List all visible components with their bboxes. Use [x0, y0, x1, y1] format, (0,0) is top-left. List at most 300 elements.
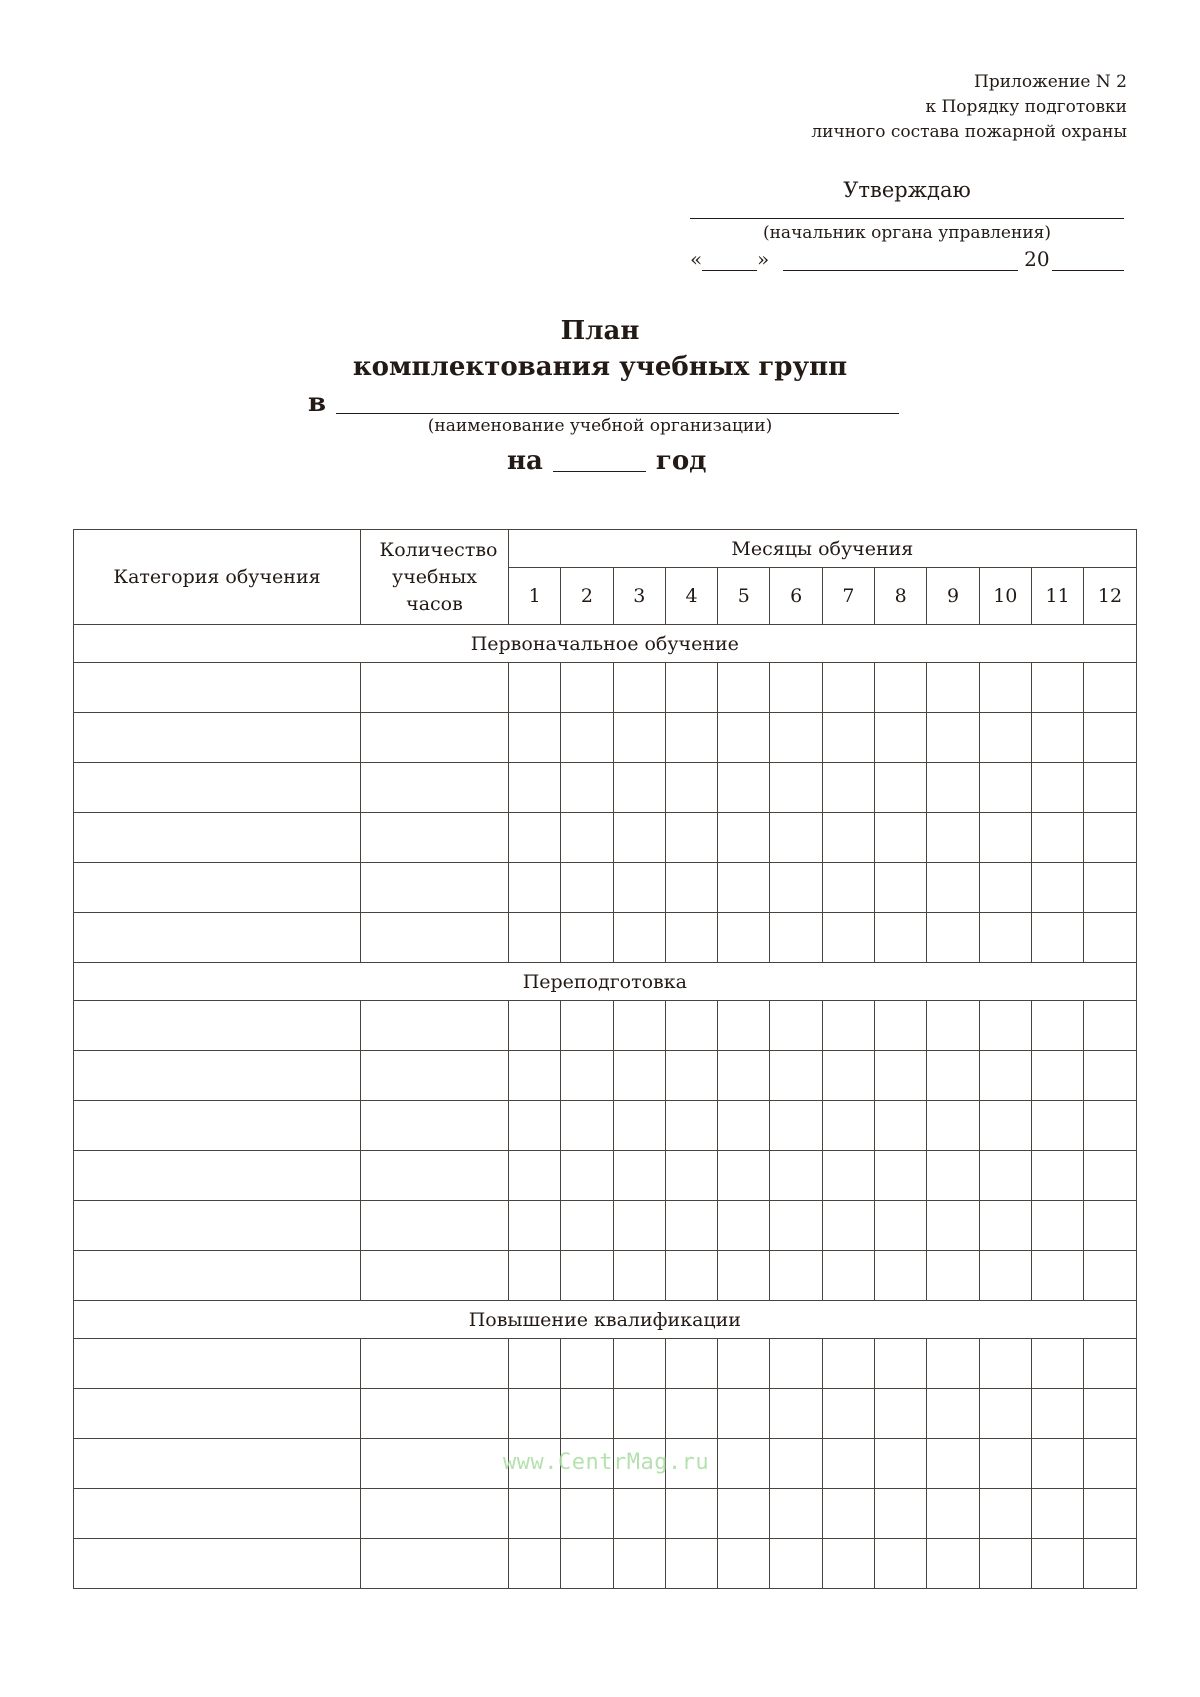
month-cell-5[interactable] — [718, 863, 770, 913]
section-label: Переподготовка — [74, 963, 1137, 1001]
table-row — [74, 813, 1137, 863]
month-cell-1[interactable] — [509, 1339, 561, 1389]
signature-caption: (начальник органа управления) — [762, 223, 1052, 243]
month-cell-9[interactable] — [927, 1101, 979, 1151]
month-cell-11[interactable] — [1031, 1439, 1083, 1489]
category-cell[interactable] — [74, 1439, 361, 1489]
month-cell-7[interactable] — [822, 1001, 874, 1051]
month-cell-5[interactable] — [718, 1201, 770, 1251]
annex-line-1: Приложение N 2 — [974, 72, 1127, 92]
month-cell-11[interactable] — [1031, 1151, 1083, 1201]
category-cell[interactable] — [74, 1489, 361, 1539]
month-cell-10[interactable] — [979, 713, 1031, 763]
month-cell-1[interactable] — [509, 1439, 561, 1489]
header-month-6: 6 — [770, 568, 822, 625]
month-cell-7[interactable] — [822, 1539, 874, 1589]
category-cell[interactable] — [74, 713, 361, 763]
table-row — [74, 1201, 1137, 1251]
month-cell-8[interactable] — [875, 1439, 927, 1489]
annex-note — [811, 70, 1127, 145]
month-cell-9[interactable] — [927, 1001, 979, 1051]
header-months: Месяцы обучения — [509, 530, 1137, 568]
month-cell-11[interactable] — [1031, 713, 1083, 763]
date-open-quote: « — [690, 247, 703, 271]
month-cell-5[interactable] — [718, 1539, 770, 1589]
annex-line-3: личного состава пожарной охраны — [811, 122, 1127, 142]
month-cell-3[interactable] — [613, 1201, 665, 1251]
month-cell-10[interactable] — [979, 1251, 1031, 1301]
month-cell-6[interactable] — [770, 1539, 822, 1589]
month-cell-2[interactable] — [561, 1539, 613, 1589]
month-cell-12[interactable] — [1084, 1251, 1136, 1301]
header-month-4: 4 — [665, 568, 717, 625]
month-cell-11[interactable] — [1031, 1051, 1083, 1101]
month-cell-1[interactable] — [509, 763, 561, 813]
month-cell-10[interactable] — [979, 863, 1031, 913]
month-cell-2[interactable] — [561, 1489, 613, 1539]
month-cell-3[interactable] — [613, 1539, 665, 1589]
month-cell-11[interactable] — [1031, 863, 1083, 913]
table-row — [74, 1489, 1137, 1539]
month-cell-3[interactable] — [613, 913, 665, 963]
month-cell-1[interactable] — [509, 1539, 561, 1589]
header-month-9: 9 — [927, 568, 979, 625]
page-title: План — [560, 316, 640, 346]
month-cell-7[interactable] — [822, 1151, 874, 1201]
month-cell-4[interactable] — [665, 1251, 717, 1301]
category-cell[interactable] — [74, 1201, 361, 1251]
hours-cell[interactable] — [361, 1151, 509, 1201]
section-label: Первоначальное обучение — [74, 625, 1137, 663]
month-cell-12[interactable] — [1084, 713, 1136, 763]
month-cell-7[interactable] — [822, 1251, 874, 1301]
month-cell-7[interactable] — [822, 1201, 874, 1251]
month-cell-8[interactable] — [875, 1101, 927, 1151]
month-field[interactable] — [783, 252, 1018, 271]
month-cell-3[interactable] — [613, 1151, 665, 1201]
plan-year-prefix: на — [507, 446, 543, 476]
month-cell-4[interactable] — [665, 863, 717, 913]
month-cell-9[interactable] — [927, 1251, 979, 1301]
month-cell-9[interactable] — [927, 1151, 979, 1201]
month-cell-2[interactable] — [561, 1339, 613, 1389]
table-row — [74, 1339, 1137, 1389]
month-cell-12[interactable] — [1084, 763, 1136, 813]
header-month-7: 7 — [822, 568, 874, 625]
month-cell-8[interactable] — [875, 1339, 927, 1389]
month-cell-8[interactable] — [875, 863, 927, 913]
month-cell-2[interactable] — [561, 663, 613, 713]
month-cell-4[interactable] — [665, 1339, 717, 1389]
month-cell-12[interactable] — [1084, 1151, 1136, 1201]
month-cell-11[interactable] — [1031, 1251, 1083, 1301]
month-cell-12[interactable] — [1084, 863, 1136, 913]
header-month-3: 3 — [613, 568, 665, 625]
month-cell-11[interactable] — [1031, 1101, 1083, 1151]
category-cell[interactable] — [74, 763, 361, 813]
month-cell-9[interactable] — [927, 1389, 979, 1439]
month-cell-6[interactable] — [770, 1101, 822, 1151]
month-cell-5[interactable] — [718, 1051, 770, 1101]
month-cell-12[interactable] — [1084, 1101, 1136, 1151]
plan-table — [73, 529, 1137, 1589]
category-cell[interactable] — [74, 1251, 361, 1301]
category-cell[interactable] — [74, 1051, 361, 1101]
month-cell-12[interactable] — [1084, 1001, 1136, 1051]
month-cell-6[interactable] — [770, 863, 822, 913]
month-cell-10[interactable] — [979, 1001, 1031, 1051]
month-cell-7[interactable] — [822, 913, 874, 963]
month-cell-10[interactable] — [979, 1539, 1031, 1589]
month-cell-3[interactable] — [613, 1389, 665, 1439]
month-cell-5[interactable] — [718, 1001, 770, 1051]
category-cell[interactable] — [74, 813, 361, 863]
month-cell-1[interactable] — [509, 713, 561, 763]
month-cell-2[interactable] — [561, 1201, 613, 1251]
month-cell-7[interactable] — [822, 1101, 874, 1151]
month-cell-3[interactable] — [613, 1339, 665, 1389]
month-cell-8[interactable] — [875, 813, 927, 863]
month-cell-9[interactable] — [927, 713, 979, 763]
month-cell-5[interactable] — [718, 1251, 770, 1301]
month-cell-6[interactable] — [770, 1489, 822, 1539]
table-row — [74, 663, 1137, 713]
category-cell[interactable] — [74, 663, 361, 713]
month-cell-12[interactable] — [1084, 1051, 1136, 1101]
month-cell-2[interactable] — [561, 713, 613, 763]
month-cell-9[interactable] — [927, 913, 979, 963]
month-cell-12[interactable] — [1084, 813, 1136, 863]
hours-cell[interactable] — [361, 1251, 509, 1301]
month-cell-6[interactable] — [770, 1001, 822, 1051]
month-cell-9[interactable] — [927, 1489, 979, 1539]
header-month-1: 1 — [509, 568, 561, 625]
table-row — [74, 1151, 1137, 1201]
month-cell-9[interactable] — [927, 1339, 979, 1389]
month-cell-5[interactable] — [718, 1101, 770, 1151]
approval-block — [690, 176, 1124, 271]
category-cell[interactable] — [74, 1101, 361, 1151]
month-cell-8[interactable] — [875, 763, 927, 813]
month-cell-8[interactable] — [875, 1151, 927, 1201]
header-category: Категория обучения — [74, 530, 361, 625]
month-cell-1[interactable] — [509, 1201, 561, 1251]
header-month-5: 5 — [718, 568, 770, 625]
month-cell-2[interactable] — [561, 1151, 613, 1201]
year-field[interactable] — [1052, 252, 1124, 271]
month-cell-5[interactable] — [718, 1439, 770, 1489]
month-cell-11[interactable] — [1031, 1389, 1083, 1439]
month-cell-1[interactable] — [509, 1001, 561, 1051]
watermark: www.CentrMag.ru — [503, 1450, 710, 1475]
month-cell-4[interactable] — [665, 763, 717, 813]
month-cell-4[interactable] — [665, 1051, 717, 1101]
month-cell-1[interactable] — [509, 913, 561, 963]
month-cell-6[interactable] — [770, 1201, 822, 1251]
month-cell-4[interactable] — [665, 1101, 717, 1151]
hours-cell[interactable] — [361, 1439, 509, 1489]
month-cell-12[interactable] — [1084, 1439, 1136, 1489]
month-cell-4[interactable] — [665, 813, 717, 863]
month-cell-5[interactable] — [718, 763, 770, 813]
month-cell-4[interactable] — [665, 1001, 717, 1051]
month-cell-6[interactable] — [770, 763, 822, 813]
month-cell-8[interactable] — [875, 1389, 927, 1439]
month-cell-5[interactable] — [718, 1389, 770, 1439]
month-cell-9[interactable] — [927, 1051, 979, 1101]
plan-year-line — [507, 446, 707, 476]
hours-cell[interactable] — [361, 913, 509, 963]
section-row — [74, 963, 1137, 1001]
month-cell-10[interactable] — [979, 1151, 1031, 1201]
month-cell-10[interactable] — [979, 1489, 1031, 1539]
month-cell-7[interactable] — [822, 813, 874, 863]
hours-cell[interactable] — [361, 1489, 509, 1539]
hours-cell[interactable] — [361, 1339, 509, 1389]
month-cell-12[interactable] — [1084, 1489, 1136, 1539]
table-row — [74, 1101, 1137, 1151]
month-cell-9[interactable] — [927, 763, 979, 813]
month-cell-5[interactable] — [718, 663, 770, 713]
month-cell-2[interactable] — [561, 763, 613, 813]
month-cell-12[interactable] — [1084, 1389, 1136, 1439]
month-cell-11[interactable] — [1031, 1201, 1083, 1251]
table-row — [74, 763, 1137, 813]
header-hours: Количество учебных часов — [361, 530, 509, 625]
month-cell-9[interactable] — [927, 1201, 979, 1251]
month-cell-7[interactable] — [822, 713, 874, 763]
month-cell-3[interactable] — [613, 663, 665, 713]
month-cell-7[interactable] — [822, 663, 874, 713]
month-cell-3[interactable] — [613, 1001, 665, 1051]
month-cell-8[interactable] — [875, 1489, 927, 1539]
month-cell-10[interactable] — [979, 663, 1031, 713]
month-cell-10[interactable] — [979, 1439, 1031, 1489]
month-cell-11[interactable] — [1031, 1539, 1083, 1589]
month-cell-11[interactable] — [1031, 1489, 1083, 1539]
hours-cell[interactable] — [361, 1101, 509, 1151]
month-cell-4[interactable] — [665, 1489, 717, 1539]
month-cell-10[interactable] — [979, 763, 1031, 813]
hours-cell[interactable] — [361, 1201, 509, 1251]
month-cell-11[interactable] — [1031, 813, 1083, 863]
month-cell-1[interactable] — [509, 663, 561, 713]
month-cell-11[interactable] — [1031, 663, 1083, 713]
month-cell-12[interactable] — [1084, 913, 1136, 963]
month-cell-8[interactable] — [875, 1539, 927, 1589]
month-cell-8[interactable] — [875, 913, 927, 963]
header-month-11: 11 — [1031, 568, 1083, 625]
approval-date — [690, 247, 1124, 271]
month-cell-4[interactable] — [665, 913, 717, 963]
month-cell-11[interactable] — [1031, 1339, 1083, 1389]
month-cell-3[interactable] — [613, 713, 665, 763]
month-cell-11[interactable] — [1031, 913, 1083, 963]
category-cell[interactable] — [74, 1539, 361, 1589]
month-cell-8[interactable] — [875, 1201, 927, 1251]
approval-word: Утверждаю — [843, 178, 971, 202]
table-row — [74, 913, 1137, 963]
hours-cell[interactable] — [361, 1389, 509, 1439]
month-cell-6[interactable] — [770, 1389, 822, 1439]
section-label: Повышение квалификации — [74, 1301, 1137, 1339]
month-cell-9[interactable] — [927, 863, 979, 913]
month-cell-4[interactable] — [665, 663, 717, 713]
month-cell-2[interactable] — [561, 1389, 613, 1439]
month-cell-2[interactable] — [561, 1051, 613, 1101]
organization-caption: (наименование учебной организации) — [427, 416, 773, 436]
month-cell-3[interactable] — [613, 1489, 665, 1539]
month-cell-12[interactable] — [1084, 1539, 1136, 1589]
table-row — [74, 1389, 1137, 1439]
month-cell-4[interactable] — [665, 1201, 717, 1251]
hours-cell[interactable] — [361, 863, 509, 913]
month-cell-10[interactable] — [979, 1051, 1031, 1101]
month-cell-7[interactable] — [822, 863, 874, 913]
month-cell-2[interactable] — [561, 1439, 613, 1489]
category-cell[interactable] — [74, 863, 361, 913]
month-cell-10[interactable] — [979, 1101, 1031, 1151]
month-cell-3[interactable] — [613, 1439, 665, 1489]
year-prefix: 20 — [1024, 247, 1050, 271]
month-cell-1[interactable] — [509, 1389, 561, 1439]
month-cell-6[interactable] — [770, 1051, 822, 1101]
month-cell-10[interactable] — [979, 1339, 1031, 1389]
date-close-quote: » — [757, 247, 770, 271]
hours-cell[interactable] — [361, 1001, 509, 1051]
signature-line[interactable] — [690, 218, 1124, 219]
month-cell-5[interactable] — [718, 1339, 770, 1389]
month-cell-12[interactable] — [1084, 1201, 1136, 1251]
table-row — [74, 1539, 1137, 1589]
month-cell-6[interactable] — [770, 1439, 822, 1489]
month-cell-4[interactable] — [665, 1439, 717, 1489]
month-cell-2[interactable] — [561, 863, 613, 913]
month-cell-3[interactable] — [613, 1251, 665, 1301]
month-cell-4[interactable] — [665, 1539, 717, 1589]
month-cell-12[interactable] — [1084, 663, 1136, 713]
month-cell-4[interactable] — [665, 1151, 717, 1201]
hours-cell[interactable] — [361, 713, 509, 763]
plan-year-suffix: год — [655, 446, 707, 476]
org-prefix: в — [308, 388, 327, 418]
month-cell-9[interactable] — [927, 813, 979, 863]
table-row — [74, 863, 1137, 913]
hours-cell[interactable] — [361, 813, 509, 863]
page-subtitle: комплектования учебных групп — [352, 352, 848, 382]
month-cell-10[interactable] — [979, 1389, 1031, 1439]
category-cell[interactable] — [74, 1389, 361, 1439]
month-cell-5[interactable] — [718, 1489, 770, 1539]
month-cell-1[interactable] — [509, 863, 561, 913]
month-cell-2[interactable] — [561, 1101, 613, 1151]
month-cell-5[interactable] — [718, 1151, 770, 1201]
month-cell-7[interactable] — [822, 1339, 874, 1389]
month-cell-8[interactable] — [875, 713, 927, 763]
month-cell-1[interactable] — [509, 1101, 561, 1151]
month-cell-7[interactable] — [822, 1051, 874, 1101]
month-cell-7[interactable] — [822, 1489, 874, 1539]
table-row — [74, 713, 1137, 763]
month-cell-1[interactable] — [509, 813, 561, 863]
month-cell-6[interactable] — [770, 663, 822, 713]
day-field[interactable] — [702, 252, 757, 271]
month-cell-2[interactable] — [561, 813, 613, 863]
header-month-10: 10 — [979, 568, 1031, 625]
month-cell-1[interactable] — [509, 1151, 561, 1201]
month-cell-1[interactable] — [509, 1251, 561, 1301]
month-cell-10[interactable] — [979, 1201, 1031, 1251]
month-cell-5[interactable] — [718, 713, 770, 763]
month-cell-6[interactable] — [770, 1339, 822, 1389]
category-cell[interactable] — [74, 1339, 361, 1389]
month-cell-11[interactable] — [1031, 1001, 1083, 1051]
table-row — [74, 1001, 1137, 1051]
plan-year-field[interactable] — [553, 451, 646, 472]
hours-cell[interactable] — [361, 1539, 509, 1589]
table-row — [74, 1439, 1137, 1489]
month-cell-1[interactable] — [509, 1051, 561, 1101]
table-row — [74, 1051, 1137, 1101]
header-month-8: 8 — [875, 568, 927, 625]
month-cell-10[interactable] — [979, 813, 1031, 863]
month-cell-2[interactable] — [561, 913, 613, 963]
month-cell-9[interactable] — [927, 1539, 979, 1589]
month-cell-9[interactable] — [927, 663, 979, 713]
month-cell-4[interactable] — [665, 713, 717, 763]
month-cell-5[interactable] — [718, 813, 770, 863]
hours-cell[interactable] — [361, 663, 509, 713]
month-cell-2[interactable] — [561, 1001, 613, 1051]
hours-cell[interactable] — [361, 763, 509, 813]
header-month-2: 2 — [561, 568, 613, 625]
month-cell-6[interactable] — [770, 713, 822, 763]
month-cell-6[interactable] — [770, 1151, 822, 1201]
month-cell-3[interactable] — [613, 1101, 665, 1151]
month-cell-5[interactable] — [718, 913, 770, 963]
month-cell-11[interactable] — [1031, 763, 1083, 813]
category-cell[interactable] — [74, 1001, 361, 1051]
month-cell-9[interactable] — [927, 1439, 979, 1489]
month-cell-2[interactable] — [561, 1251, 613, 1301]
month-cell-10[interactable] — [979, 913, 1031, 963]
month-cell-6[interactable] — [770, 1251, 822, 1301]
month-cell-1[interactable] — [509, 1489, 561, 1539]
month-cell-3[interactable] — [613, 813, 665, 863]
table-row — [74, 1251, 1137, 1301]
month-cell-8[interactable] — [875, 1001, 927, 1051]
hours-cell[interactable] — [361, 1051, 509, 1101]
month-cell-4[interactable] — [665, 1389, 717, 1439]
month-cell-3[interactable] — [613, 763, 665, 813]
month-cell-6[interactable] — [770, 913, 822, 963]
section-row — [74, 1301, 1137, 1339]
month-cell-12[interactable] — [1084, 1339, 1136, 1389]
header-month-12: 12 — [1084, 568, 1136, 625]
month-cell-6[interactable] — [770, 813, 822, 863]
category-cell[interactable] — [74, 1151, 361, 1201]
category-cell[interactable] — [74, 913, 361, 963]
month-cell-7[interactable] — [822, 1439, 874, 1489]
month-cell-7[interactable] — [822, 763, 874, 813]
month-cell-8[interactable] — [875, 1251, 927, 1301]
month-cell-3[interactable] — [613, 1051, 665, 1101]
month-cell-7[interactable] — [822, 1389, 874, 1439]
month-cell-8[interactable] — [875, 663, 927, 713]
month-cell-8[interactable] — [875, 1051, 927, 1101]
organization-field[interactable] — [336, 393, 899, 414]
month-cell-3[interactable] — [613, 863, 665, 913]
